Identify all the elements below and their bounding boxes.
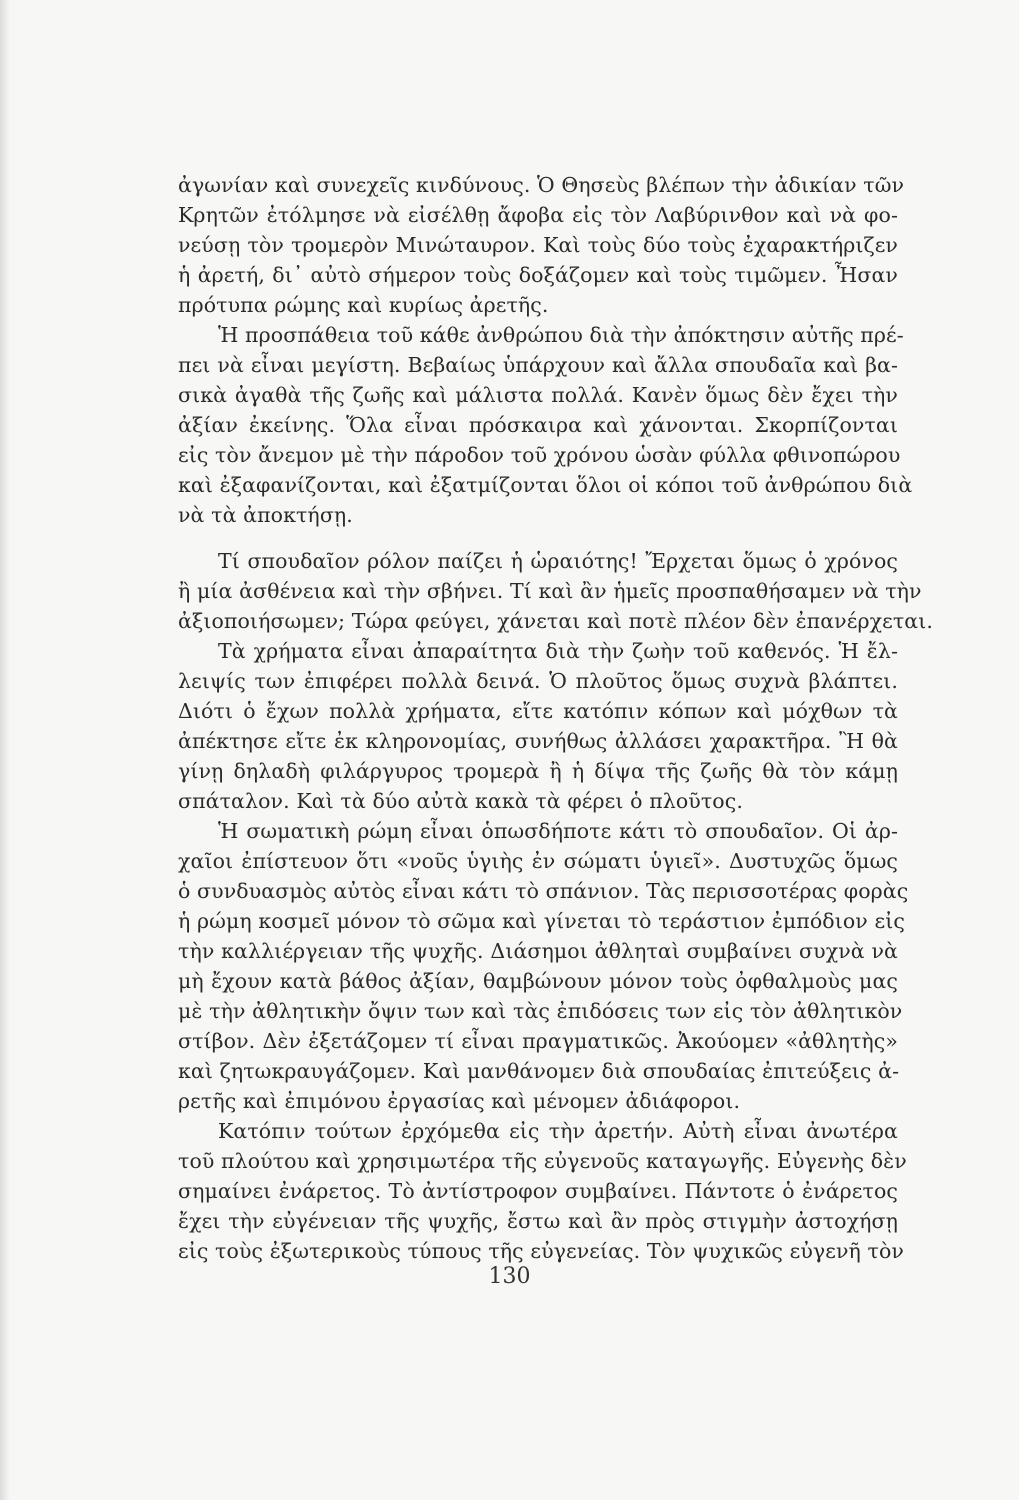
text-line: Ἡ προσπάθεια τοῦ κάθε ἀνθρώπου διὰ τὴν ἀπόκτησιν αὐτῆς πρέ-	[218, 323, 904, 347]
text-line: μὲ τὴν ἀθλητικὴν ὄψιν των καὶ τὰς ἐπιδόσεις των εἰς τὸν ἀθλητικὸν	[178, 999, 903, 1023]
text-line: χαῖοι ἐπίστευον ὅτι «νοῦς ὑγιὴς ἐν σώματι ὑγιεῖ». Δυστυχῶς ὅμως	[178, 849, 898, 873]
text-line: πει νὰ εἶναι μεγίστη. Βεβαίως ὑπάρχουν καὶ ἄλλα σπουδαῖα καὶ βα-	[178, 353, 898, 377]
text-line: σπάταλον. Καὶ τὰ δύο αὐτὰ κακὰ τὰ φέρει ὁ πλοῦτος.	[178, 789, 743, 813]
text-line: ἔχει τὴν εὐγένειαν τῆς ψυχῆς, ἔστω καὶ ἂν πρὸς στιγμὴν ἀστοχήσῃ	[178, 1209, 898, 1233]
text-line: νὰ τὰ ἀποκτήσῃ.	[178, 503, 353, 527]
text-line: μὴ ἔχουν κατὰ βάθος ἀξίαν, θαμβώνουν μόνον τοὺς ὀφθαλμοὺς μας	[178, 969, 898, 993]
text-line: πρότυπα ρώμης καὶ κυρίως ἀρετῆς.	[178, 293, 549, 317]
paragraph-2	[178, 320, 913, 530]
text-line: τὴν καλλιέργειαν τῆς ψυχῆς. Διάσημοι ἀθληταὶ συμβαίνει συχνὰ νὰ	[178, 939, 898, 963]
page-number: 130	[488, 1264, 531, 1289]
text-line: Κρητῶν ἐτόλμησε νὰ εἰσέλθῃ ἄφοβα εἰς τὸν Λαβύρινθον καὶ νὰ φο-	[178, 203, 898, 227]
text-line: ρετῆς καὶ ἐπιμόνου ἐργασίας καὶ μένομεν ἀδιάφοροι.	[178, 1089, 741, 1113]
text-line: τοῦ πλούτου καὶ χρησιμωτέρα τῆς εὐγενοῦς καταγωγῆς. Εὐγενὴς δὲν	[178, 1149, 907, 1173]
text-line: ἀγωνίαν καὶ συνεχεῖς κινδύνους. Ὁ Θησεὺς βλέπων τὴν ἀδικίαν τῶν	[178, 173, 905, 197]
text-line: ἢ μία ἀσθένεια καὶ τὴν σβήνει. Τί καὶ ἂν ἡμεῖς προσπαθήσαμεν νὰ τὴν	[178, 579, 922, 603]
text-line: καὶ ἐξαφανίζονται, καὶ ἐξατμίζονται ὅλοι οἱ κόποι τοῦ ἀνθρώπου διὰ	[178, 473, 913, 497]
text-line: Κατόπιν τούτων ἐρχόμεθα εἰς τὴν ἀρετήν. Αὐτὴ εἶναι ἀνωτέρα	[218, 1119, 898, 1143]
paragraph-4	[178, 636, 898, 816]
text-line: ὁ συνδυασμὸς αὐτὸς εἶναι κάτι τὸ σπάνιον. Τὰς περισσοτέρας φορὰς	[178, 879, 909, 903]
text-line: ἀπέκτησε εἴτε ἐκ κληρονομίας, συνήθως ἀλλάσει χαρακτῆρα. Ἢ θὰ	[178, 729, 898, 753]
text-line: λειψίς των ἐπιφέρει πολλὰ δεινά. Ὁ πλοῦτος ὅμως συχνὰ βλάπτει.	[178, 669, 898, 693]
text-line: στίβον. Δὲν ἐξετάζομεν τί εἶναι πραγματικῶς. Ἀκούομεν «ἀθλητὴς»	[178, 1029, 898, 1053]
text-line: Τί σπουδαῖον ρόλον παίζει ἡ ὡραιότης! Ἔρχεται ὅμως ὁ χρόνος	[218, 549, 898, 573]
text-line: ἀξιοποιήσωμεν; Τώρα φεύγει, χάνεται καὶ ποτὲ πλέον δὲν ἐπανέρχεται.	[178, 609, 933, 633]
text-line: Τὰ χρήματα εἶναι ἀπαραίτητα διὰ τὴν ζωὴν τοῦ καθενός. Ἡ ἔλ-	[218, 639, 898, 663]
paragraph-1	[178, 170, 905, 320]
text-line: σημαίνει ἐνάρετος. Τὸ ἀντίστροφον συμβαίνει. Πάντοτε ὁ ἐνάρετος	[178, 1179, 898, 1203]
body-text	[178, 170, 933, 1266]
text-line: καὶ ζητωκραυγάζομεν. Καὶ μανθάνομεν διὰ σπουδαίας ἐπιτεύξεις ἀ-	[178, 1059, 900, 1083]
text-line: Διότι ὁ ἔχων πολλὰ χρήματα, εἴτε κατόπιν κόπων καὶ μόχθων τὰ	[178, 699, 898, 723]
text-line: εἰς τὸν ἄνεμον μὲ τὴν πάροδον τοῦ χρόνου ὡσὰν φύλλα φθινοπώρου	[178, 443, 901, 467]
paragraph-3	[178, 546, 933, 636]
paragraph-5	[178, 816, 909, 1116]
text-line: εἰς τοὺς ἐξωτερικοὺς τύπους τῆς εὐγενείας. Τὸν ψυχικῶς εὐγενῆ τὸν	[178, 1239, 904, 1263]
paragraph-spacer	[178, 530, 898, 546]
text-line: νεύσῃ τὸν τρομερὸν Μινώταυρον. Καὶ τοὺς δύο τοὺς ἐχαρακτήριζεν	[178, 233, 898, 257]
text-line: ἡ ἀρετή, δι᾽ αὐτὸ σήμερον τοὺς δοξάζομεν καὶ τοὺς τιμῶμεν. Ἦσαν	[178, 263, 898, 287]
text-line: γίνῃ δηλαδὴ φιλάργυρος τρομερὰ ἢ ἡ δίψα τῆς ζωῆς θὰ τὸν κάμῃ	[178, 759, 898, 783]
text-line: ἡ ρώμη κοσμεῖ μόνον τὸ σῶμα καὶ γίνεται τὸ τεράστιον ἐμπόδιον εἰς	[178, 909, 905, 933]
text-line: Ἡ σωματικὴ ρώμη εἶναι ὁπωσδήποτε κάτι τὸ σπουδαῖον. Οἱ ἀρ-	[218, 819, 898, 843]
paragraph-6	[178, 1116, 907, 1266]
text-line: σικὰ ἀγαθὰ τῆς ζωῆς καὶ μάλιστα πολλά. Κανὲν ὅμως δὲν ἔχει τὴν	[178, 383, 898, 407]
text-line: ἀξίαν ἐκείνης. Ὅλα εἶναι πρόσκαιρα καὶ χάνονται. Σκορπίζονται	[178, 413, 898, 437]
